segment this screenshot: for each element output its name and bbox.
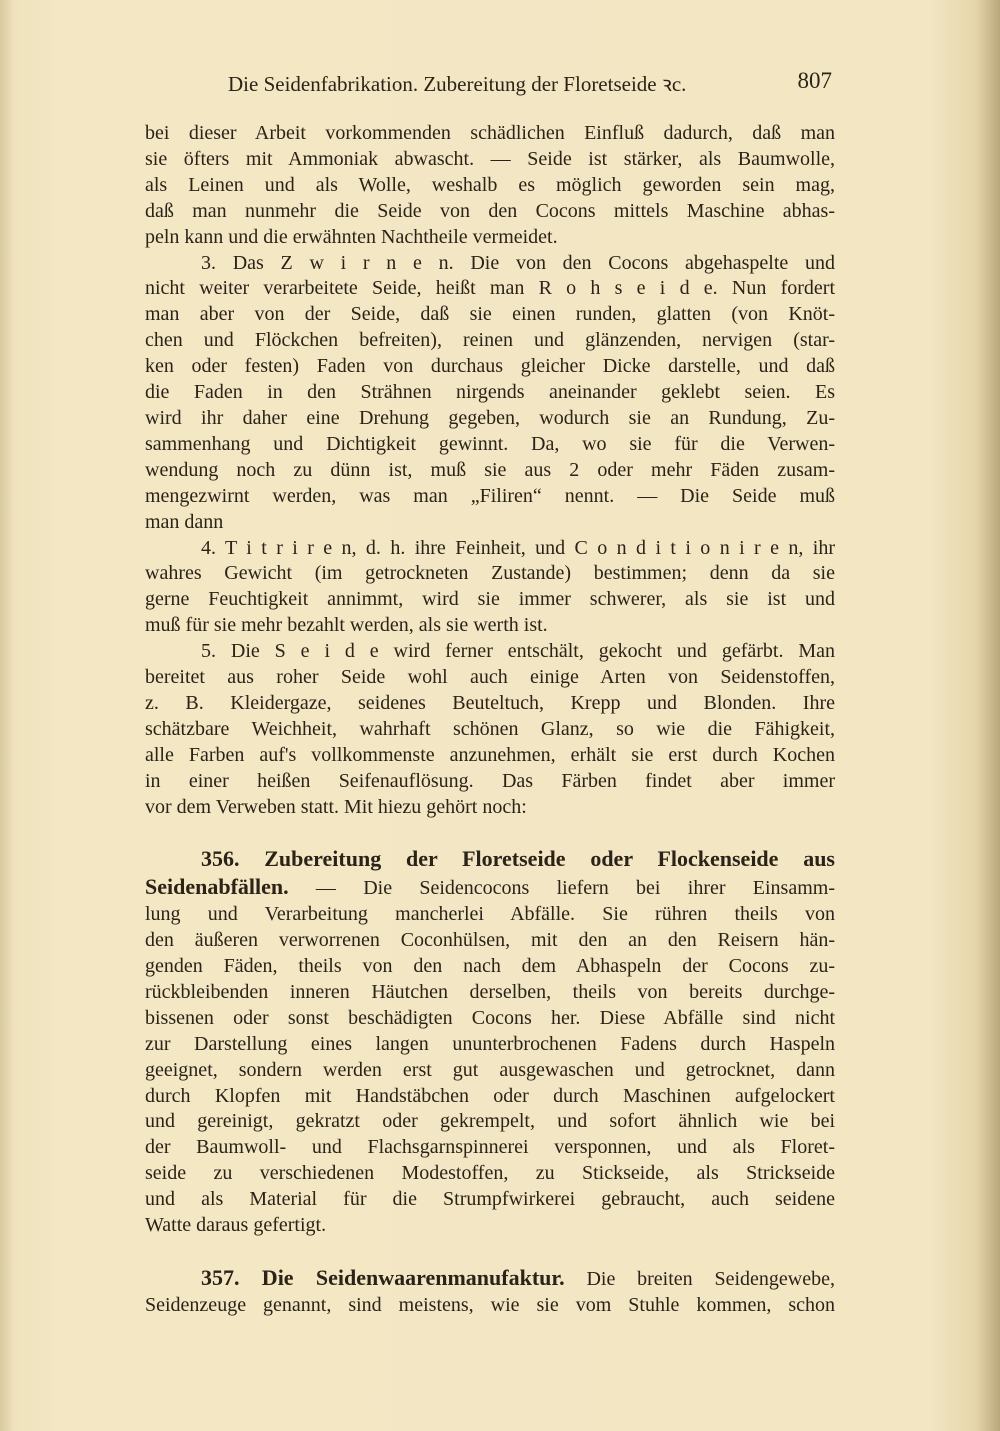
- text-line: Seidenzeuge genannt, sind meistens, wie sie vom Stuhle kommen, schon: [145, 1293, 835, 1316]
- text-line: geeignet, sondern werden erst gut ausgewaschen und getrocknet, dann: [145, 1058, 835, 1081]
- running-header: [228, 66, 832, 98]
- text-line: und als Material für die Strumpfwirkerei gebraucht, auch seidene: [145, 1188, 835, 1211]
- text-line: nicht weiter verarbeitete Seide, heißt man R o h s e i d e. Nun fordert: [145, 277, 835, 300]
- text-line: daß man nunmehr die Seide von den Cocons mittels Maschine abhas-: [145, 199, 835, 222]
- section-heading: 357. Die Seidenwaarenmanufaktur.: [201, 1264, 565, 1290]
- text-line: der Baumwoll- und Flachsgarnspinnerei versponnen, und als Floret-: [145, 1136, 835, 1159]
- text-line: man aber von der Seide, daß sie einen runden, glatten (von Knöt-: [145, 303, 835, 326]
- text-line: Watte daraus gefertigt.: [145, 1214, 327, 1237]
- text-line: gerne Feuchtigkeit annimmt, wird sie immer schwerer, als sie ist und: [145, 588, 835, 611]
- text-line: 5. Die S e i d e wird ferner entschält, gekocht und gefärbt. Man: [201, 640, 835, 663]
- text-line: wird ihr daher eine Drehung gegeben, wodurch sie an Rundung, Zu-: [145, 406, 835, 429]
- text-line: 3. Das Z w i r n e n. Die von den Cocons abgehaspelte und: [201, 251, 835, 274]
- text-line: z. B. Kleidergaze, seidenes Beuteltuch, Krepp und Blonden. Ihre: [145, 691, 835, 714]
- section-heading: Seidenabfällen.: [145, 874, 289, 900]
- paragraph: [145, 846, 835, 1239]
- text-line: wahres Gewicht (im getrockneten Zustande) bestimmen; denn da sie: [145, 562, 835, 585]
- paragraph: [145, 536, 835, 640]
- text-line: und gereinigt, gekratzt oder gekrempelt, und sofort ähnlich wie bei: [145, 1110, 835, 1133]
- text-line: bereitet aus roher Seide wohl auch einige Arten von Seidenstoffen,: [145, 666, 835, 689]
- text-line: als Leinen und als Wolle, weshalb es möglich geworden sein mag,: [145, 173, 835, 196]
- text-line: 357. Die Seidenwaarenmanufaktur. Die breiten Seidengewebe,: [201, 1264, 835, 1290]
- text-line: durch Klopfen mit Handstäbchen oder durch Maschinen aufgelockert: [145, 1084, 835, 1107]
- text-line: lung und Verarbeitung mancherlei Abfälle. Sie rühren theils von: [145, 903, 835, 926]
- text-line: in einer heißen Seifenauflösung. Das Färben findet aber immer: [145, 769, 835, 792]
- text-line: den äußeren verworrenen Coconhülsen, mit den an den Reisern hän-: [145, 929, 835, 952]
- text-line: zur Darstellung eines langen ununterbrochenen Fadens durch Haspeln: [145, 1032, 835, 1055]
- paragraph: [145, 121, 835, 251]
- text-line: bei dieser Arbeit vorkommenden schädlichen Einfluß dadurch, daß man: [145, 122, 835, 144]
- text-line: wendung noch zu dünn ist, muß sie aus 2 oder mehr Fäden zusam-: [145, 458, 835, 481]
- text-line: chen und Flöckchen befreiten), reinen und glänzenden, nervigen (star-: [145, 329, 835, 352]
- text-line: peln kann und die erwähnten Nachtheile vermeidet.: [145, 225, 558, 248]
- text-line: Seidenabfällen. — Die Seidencocons liefern bei ihrer Einsamm-: [145, 874, 835, 900]
- text-line: muß für sie mehr bezahlt werden, als sie werth ist.: [145, 614, 548, 637]
- paragraph: [145, 1265, 835, 1319]
- text-line: schätzbare Weichheit, wahrhaft schönen Glanz, so wie die Fähigkeit,: [145, 717, 835, 740]
- text-line: rückbleibenden inneren Häutchen derselben, theils von bereits durchge-: [145, 980, 835, 1003]
- text-line: vor dem Verweben statt. Mit hiezu gehört noch:: [145, 795, 527, 818]
- text-line: alle Farben auf's vollkommenste anzunehmen, erhält sie erst durch Kochen: [145, 743, 835, 766]
- page-number: 807: [797, 68, 832, 93]
- text-line: man dann: [145, 510, 224, 533]
- text-line: bissenen oder sonst beschädigten Cocons her. Diese Abfälle sind nicht: [145, 1006, 835, 1029]
- text-line: mengezwirnt werden, was man „Filiren“ nennt. — Die Seide muß: [145, 484, 835, 507]
- text-line: [145, 846, 835, 874]
- text-line: die Faden in den Strähnen nirgends aneinander geklebt seien. Es: [145, 381, 835, 404]
- section-heading: 356. Zubereitung der Floretseide oder Flockenseide aus: [201, 846, 835, 872]
- text-line: seide zu verschiedenen Modestoffen, zu Stickseide, als Strickseide: [145, 1162, 835, 1185]
- text-line: sie öfters mit Ammoniak abwascht. — Seide ist stärker, als Baumwolle,: [145, 147, 835, 170]
- text-line: 4. T i t r i r e n, d. h. ihre Feinheit, und C o n d i t i o n i r e n, ihr: [201, 536, 835, 559]
- page-body: [145, 121, 835, 1319]
- paragraph: [145, 639, 835, 820]
- text-line: genden Fäden, theils von den nach dem Abhaspeln der Cocons zu-: [145, 954, 835, 977]
- text-line: sammenhang und Dichtigkeit gewinnt. Da, wo sie für die Verwen-: [145, 432, 835, 455]
- text-line: ken oder festen) Faden von durchaus gleicher Dicke darstelle, und daß: [145, 355, 835, 378]
- running-title: Die Seidenfabrikation. Zubereitung der Floretseide ꝛc.: [228, 72, 687, 96]
- paragraph: [145, 251, 835, 536]
